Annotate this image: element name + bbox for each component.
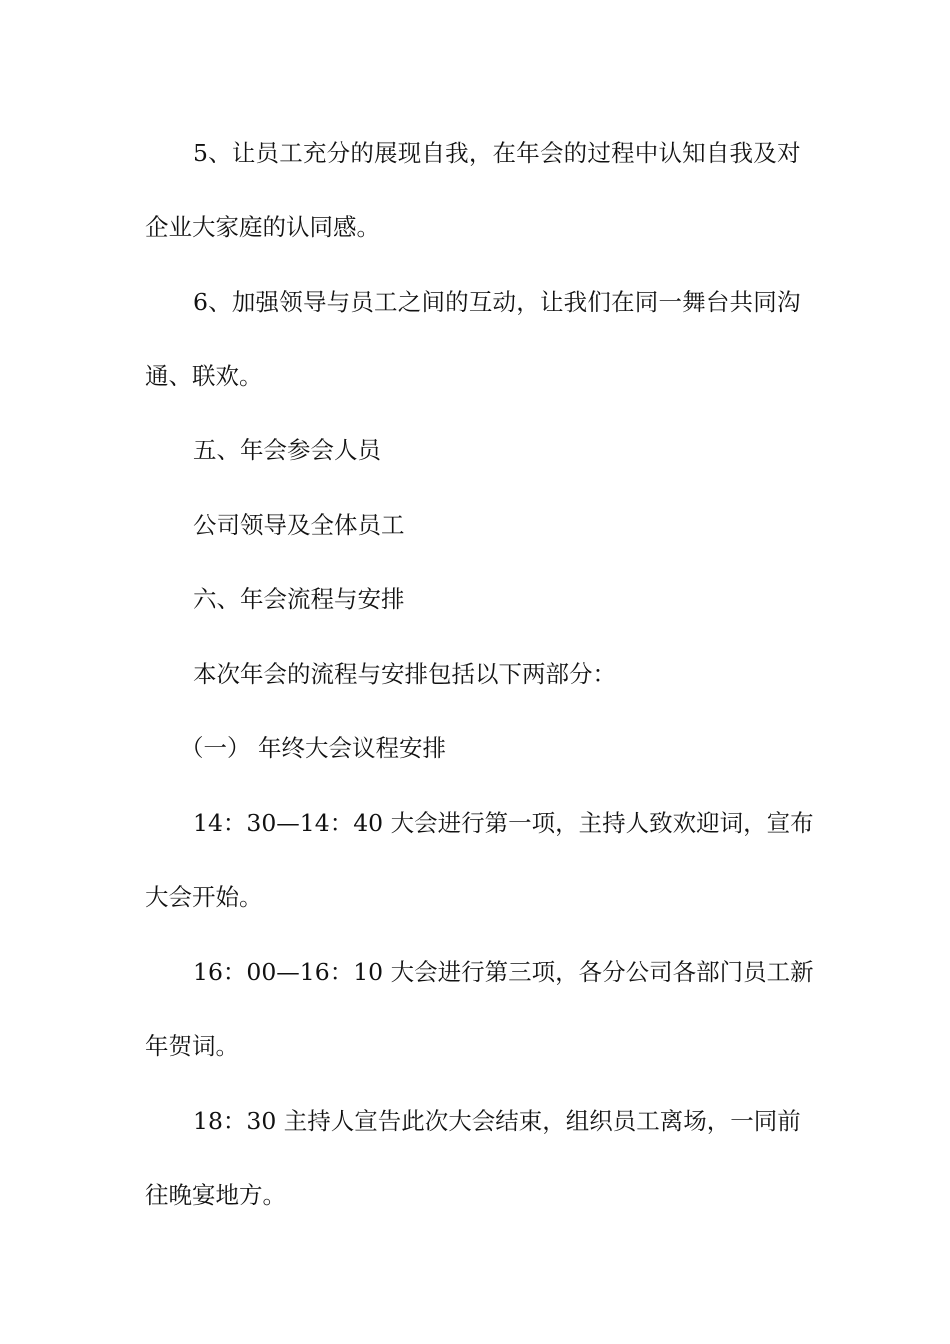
agenda-item-2-line-2: 年贺词。 <box>145 1032 239 1060</box>
agenda-item-3-line-2: 往晚宴地方。 <box>145 1181 286 1209</box>
section-heading-attendees: 五、年会参会人员 <box>193 436 381 464</box>
subsection-heading-agenda: （一） 年终大会议程安排 <box>180 734 446 762</box>
agenda-item-1-line-1: 14：30—14：40 大会进行第一项，主持人致欢迎词，宣布 <box>193 809 814 837</box>
agenda-item-2-line-1: 16：00—16：10 大会进行第三项，各分公司各部门员工新 <box>193 958 814 986</box>
agenda-item-3-line-1: 18：30 主持人宣告此次大会结束，组织员工离场，一同前 <box>193 1107 801 1135</box>
paragraph-goal-6-line-2: 通、联欢。 <box>145 362 263 390</box>
section-heading-process: 六、年会流程与安排 <box>193 585 405 613</box>
agenda-item-1-line-2: 大会开始。 <box>145 883 263 911</box>
attendees-text: 公司领导及全体员工 <box>193 511 405 539</box>
paragraph-goal-5-line-1: 5、让员工充分的展现自我，在年会的过程中认知自我及对 <box>193 139 801 167</box>
process-intro-text: 本次年会的流程与安排包括以下两部分： <box>193 660 616 688</box>
paragraph-goal-5-line-2: 企业大家庭的认同感。 <box>145 213 380 241</box>
paragraph-goal-6-line-1: 6、加强领导与员工之间的互动，让我们在同一舞台共同沟 <box>193 288 801 316</box>
